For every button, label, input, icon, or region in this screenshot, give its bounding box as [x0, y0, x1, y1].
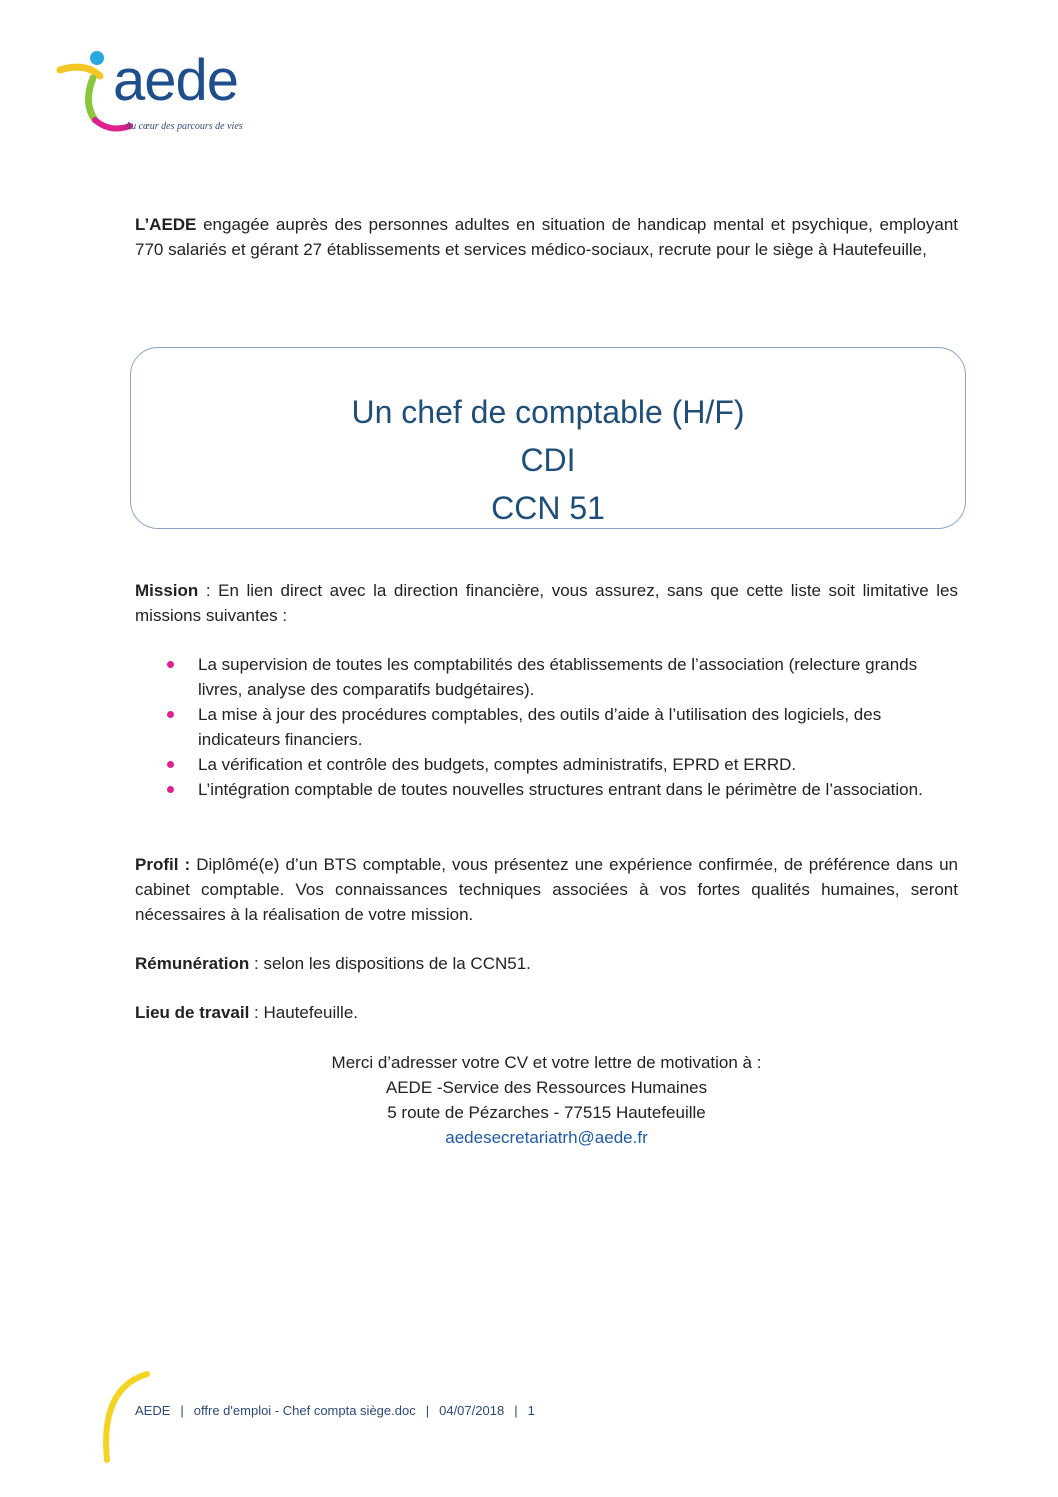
salary-text: : selon les dispositions de la CCN51. [249, 954, 531, 973]
mission-paragraph [135, 578, 958, 628]
list-item: La mise à jour des procédures comptables, des outils d’aide à l’utilisation des logiciels, des indicateurs financiers. [163, 702, 953, 752]
bullet-icon [167, 711, 174, 718]
aede-logo [55, 48, 255, 138]
profile-paragraph [135, 852, 958, 927]
job-title: Un chef de comptable (H/F) [351, 394, 745, 430]
logo-wordmark: aede [113, 48, 239, 113]
footer-org: AEDE [135, 1403, 171, 1418]
bullet-icon [167, 761, 174, 768]
footer-arc-icon [95, 1368, 155, 1468]
bullet-icon [167, 661, 174, 668]
contact-address: 5 route de Pézarches - 77515 Hautefeuille [387, 1103, 706, 1122]
page-footer [135, 1403, 535, 1418]
list-item: L’intégration comptable de toutes nouvelles structures entrant dans le périmètre de l’association. [163, 777, 953, 802]
contract-type: CDI [520, 442, 576, 478]
list-item: La vérification et contrôle des budgets, comptes administratifs, EPRD et ERRD. [163, 752, 953, 777]
contact-email-link[interactable]: aedesecretariatrh@aede.fr [445, 1128, 648, 1147]
mission-label: Mission [135, 581, 199, 600]
footer-page-number: 1 [527, 1403, 535, 1418]
salary-label: Rémunération [135, 954, 250, 973]
mission-list [163, 652, 953, 802]
contact-service: AEDE -Service des Ressources Humaines [385, 1078, 708, 1097]
list-item: La supervision de toutes les comptabilités des établissements de l’association (relecture grands livres, analyse des comparatifs budgétaires). [163, 652, 953, 702]
mission-text: : En lien direct avec la direction financière, vous assurez, sans que cette liste soit limitative les missions suivantes : [135, 581, 958, 625]
contact-intro: Merci d’adresser votre CV et votre lettre de motivation à : [331, 1053, 762, 1072]
collective-agreement: CCN 51 [491, 490, 605, 526]
location-text: : Hautefeuille. [249, 1003, 359, 1022]
job-title-box [130, 347, 966, 529]
salary-paragraph [135, 951, 958, 976]
bullet-icon [167, 786, 174, 793]
location-paragraph [135, 1000, 958, 1025]
profile-label: Profil : [135, 855, 191, 874]
footer-separator: | [514, 1403, 518, 1418]
footer-separator: | [425, 1403, 430, 1418]
footer-date: 04/07/2018 [439, 1403, 505, 1418]
intro-lead: L’AEDE [135, 215, 197, 234]
intro-paragraph [135, 212, 958, 262]
footer-separator: | [180, 1403, 184, 1418]
intro-text: engagée auprès des personnes adultes en situation de handicap mental et psychique, employant 770 salariés et gérant 27 établissements et services médico-sociaux, recrute pour le siège à Hautefeuille, [135, 215, 958, 259]
location-label: Lieu de travail [135, 1003, 250, 1022]
profile-text: Diplômé(e) d’un BTS comptable, vous présentez une expérience confirmée, de préférence dans un cabinet comptable. Vos connaissances techniques associées à vos fortes qualités humaines, seront nécessaires à la réalisation de votre mission. [135, 855, 958, 924]
footer-doc-name: offre d'emploi - Chef compta siège.doc [193, 1403, 416, 1418]
logo-tagline: Au cœur des parcours de vies [125, 121, 243, 132]
contact-block [135, 1050, 958, 1150]
